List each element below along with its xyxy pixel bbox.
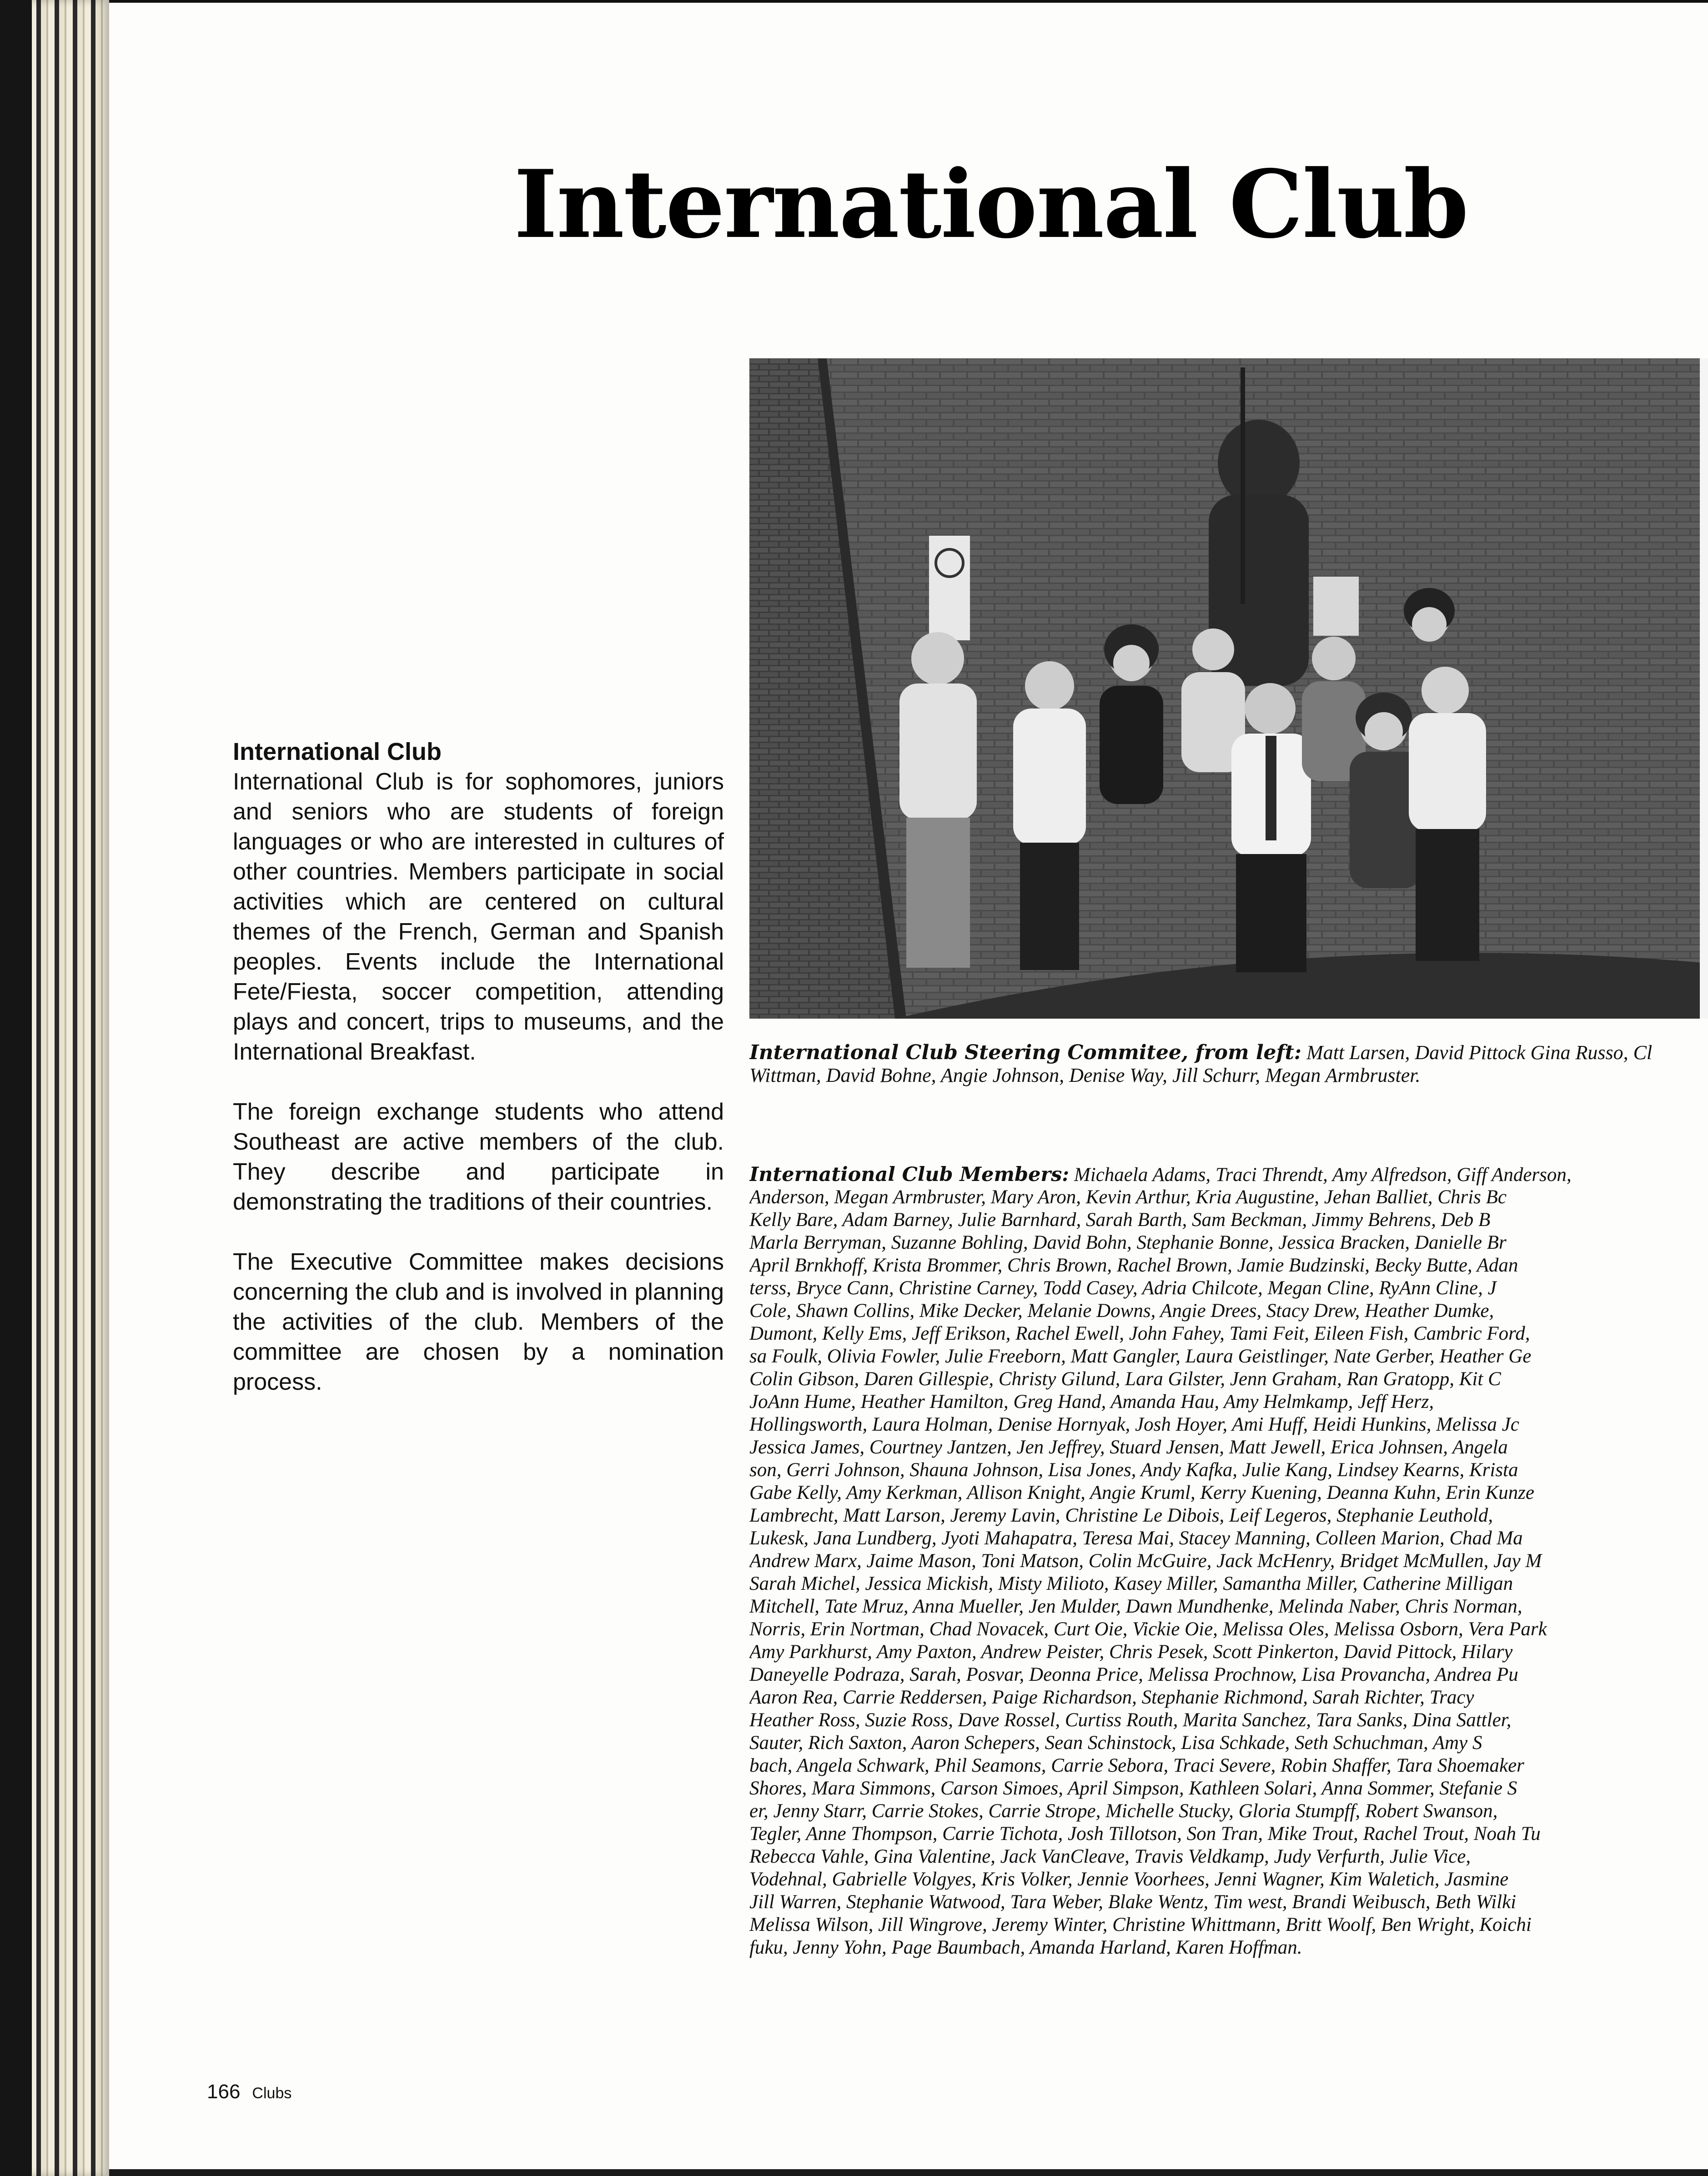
members-line: Mitchell, Tate Mruz, Anna Mueller, Jen Mulder, Dawn Mundhenke, Melinda Naber, Chris Norman,: [749, 1596, 1522, 1617]
members-line: Jessica James, Courtney Jantzen, Jen Jeffrey, Stuard Jensen, Matt Jewell, Erica Johnsen, Angela: [749, 1437, 1508, 1458]
members-line: Tegler, Anne Thompson, Carrie Tichota, Josh Tillotson, Son Tran, Mike Trout, Rachel Trout, Noah Tu: [749, 1823, 1541, 1844]
members-line: JoAnn Hume, Heather Hamilton, Greg Hand, Amanda Hau, Amy Helmkamp, Jeff Herz,: [749, 1391, 1434, 1412]
page-footer: [207, 2081, 291, 2103]
members-line: Melissa Wilson, Jill Wingrove, Jeremy Winter, Christine Whittmann, Britt Woolf, Ben Wright, Koichi: [749, 1914, 1532, 1935]
members-line: Rebecca Vahle, Gina Valentine, Jack VanCleave, Travis Veldkamp, Judy Verfurth, Julie Vice,: [749, 1846, 1471, 1867]
members-line: Daneyelle Podraza, Sarah, Posvar, Deonna Price, Melissa Prochnow, Lisa Provancha, Andrea Pu: [749, 1664, 1518, 1685]
intro-column: [233, 737, 724, 1427]
members-line: Jill Warren, Stephanie Watwood, Tara Weber, Blake Wentz, Tim west, Brandi Weibusch, Beth Wilki: [749, 1891, 1517, 1913]
members-line: Marla Berryman, Suzanne Bohling, David Bohn, Stephanie Bonne, Jessica Bracken, Danielle Br: [749, 1232, 1507, 1253]
section-name: Clubs: [252, 2085, 292, 2102]
members-line: Andrew Marx, Jaime Mason, Toni Matson, Colin McGuire, Jack McHenry, Bridget McMullen, Jay M: [749, 1550, 1542, 1572]
members-line: Hollingsworth, Laura Holman, Denise Hornyak, Josh Hoyer, Ami Huff, Heidi Hunkins, Melissa Jc: [749, 1414, 1519, 1435]
members-line: fuku, Jenny Yohn, Page Baumbach, Amanda Harland, Karen Hoffman.: [749, 1937, 1302, 1958]
members-line: Aaron Rea, Carrie Reddersen, Paige Richardson, Stephanie Richmond, Sarah Richter, Tracy: [749, 1687, 1474, 1708]
intro-paragraph: The foreign exchange students who attend Southeast are active members of the club. They describe and participate in demonstrating the traditions of their countries.: [233, 1099, 724, 1215]
members-lead: International Club Members:: [749, 1163, 1070, 1186]
members-line: Norris, Erin Nortman, Chad Novacek, Curt Oie, Vickie Oie, Melissa Oles, Melissa Osborn, Vera Park: [749, 1618, 1547, 1640]
members-list: [749, 1163, 1708, 1964]
members-line: April Brnkhoff, Krista Brommer, Chris Brown, Rachel Brown, Jamie Budzinski, Becky Butte, Adan: [749, 1255, 1518, 1276]
caption-line: [749, 1041, 1704, 1064]
members-line: Shores, Mara Simmons, Carson Simoes, April Simpson, Kathleen Solari, Anna Sommer, Stefanie S: [749, 1778, 1517, 1799]
page-title: International Club: [514, 150, 1468, 259]
steering-committee-photo: [749, 358, 1708, 1019]
intro-paragraph: The Executive Committee makes decisions concerning the club and is involved in planning the activities of the club. Members of the committee are chosen by a nomination process.: [233, 1249, 724, 1395]
caption-names: Matt Larsen, David Pittock Gina Russo, Cl: [1301, 1041, 1653, 1064]
members-line: er, Jenny Starr, Carrie Stokes, Carrie Strope, Michelle Stucky, Gloria Stumpff, Robert Swanson,: [749, 1800, 1498, 1822]
members-line: Sauter, Rich Saxton, Aaron Schepers, Sean Schinstock, Lisa Schkade, Seth Schuchman, Amy S: [749, 1732, 1482, 1754]
members-line: Vodehnal, Gabrielle Volgyes, Kris Volker, Jennie Voorhees, Jenni Wagner, Kim Waletich, Jasmine: [749, 1869, 1509, 1890]
members-line: Gabe Kelly, Amy Kerkman, Allison Knight, Angie Kruml, Kerry Kuening, Deanna Kuhn, Erin Kunze: [749, 1482, 1534, 1503]
intro-paragraph: International Club is for sophomores, juniors and seniors who are students of foreign languages or who are interested in cultures of other countries. Members participate in social activities which are centered on cultural themes of the French, German and Spanish peoples. Events include the International Fete/Fiesta, soccer competition, attending plays and concert, trips to museums, and the International Breakfast.: [233, 769, 724, 1065]
intro-heading: International Club: [233, 738, 442, 765]
members-line: Lambrecht, Matt Larson, Jeremy Lavin, Christine Le Dibois, Leif Legeros, Stephanie Leuthold,: [749, 1505, 1493, 1526]
members-names: Michaela Adams, Traci Threndt, Amy Alfredson, Giff Anderson,: [1069, 1164, 1572, 1186]
spine-shadow: [0, 0, 32, 2176]
members-line: terss, Bryce Cann, Christine Carney, Todd Casey, Adria Chilcote, Megan Cline, RyAnn Cline, J: [749, 1277, 1497, 1299]
caption-lead: International Club Steering Commitee, from left:: [749, 1041, 1302, 1064]
members-line: son, Gerri Johnson, Shauna Johnson, Lisa Jones, Andy Kafka, Julie Kang, Lindsey Kearns, Krista: [749, 1459, 1518, 1481]
caption-line: Wittman, David Bohne, Angie Johnson, Denise Way, Jill Schurr, Megan Armbruster.: [749, 1064, 1421, 1086]
members-line: Colin Gibson, Daren Gillespie, Christy Gilund, Lara Gilster, Jenn Graham, Ran Gratopp, Kit C: [749, 1368, 1501, 1390]
page-number: 166: [207, 2081, 241, 2103]
members-line: Lukesk, Jana Lundberg, Jyoti Mahapatra, Teresa Mai, Stacey Manning, Colleen Marion, Chad Ma: [749, 1528, 1523, 1549]
members-line: Amy Parkhurst, Amy Paxton, Andrew Peister, Chris Pesek, Scott Pinkerton, David Pittock, Hilary: [749, 1641, 1513, 1663]
members-line: Heather Ross, Suzie Ross, Dave Rossel, Curtiss Routh, Marita Sanchez, Tara Sanks, Dina Sattler,: [749, 1709, 1512, 1731]
members-line: Anderson, Megan Armbruster, Mary Aron, Kevin Arthur, Kria Augustine, Jehan Balliet, Chris Bc: [749, 1186, 1507, 1208]
members-line: Cole, Shawn Collins, Mike Decker, Melanie Downs, Angie Drees, Stacy Drew, Heather Dumke,: [749, 1300, 1494, 1322]
steering-committee-caption: [749, 1041, 1704, 1087]
group-photo-icon: [749, 358, 1708, 1019]
top-edge: [109, 0, 1708, 3]
members-line: [749, 1163, 1708, 1186]
members-line: bach, Angela Schwark, Phil Seamons, Carrie Sebora, Traci Severe, Robin Shaffer, Tara Shoemaker: [749, 1755, 1524, 1776]
bottom-edge: [109, 2169, 1708, 2176]
members-line: Sarah Michel, Jessica Mickish, Misty Milioto, Kasey Miller, Samantha Miller, Catherine Milligan: [749, 1573, 1513, 1594]
members-line: Dumont, Kelly Ems, Jeff Erikson, Rachel Ewell, John Fahey, Tami Feit, Eileen Fish, Cambric Ford,: [749, 1323, 1530, 1344]
members-line: sa Foulk, Olivia Fowler, Julie Freeborn, Matt Gangler, Laura Geistlinger, Nate Gerber, Heather Ge: [749, 1346, 1532, 1367]
members-line: Kelly Bare, Adam Barney, Julie Barnhard, Sarah Barth, Sam Beckman, Jimmy Behrens, Deb B: [749, 1209, 1491, 1231]
